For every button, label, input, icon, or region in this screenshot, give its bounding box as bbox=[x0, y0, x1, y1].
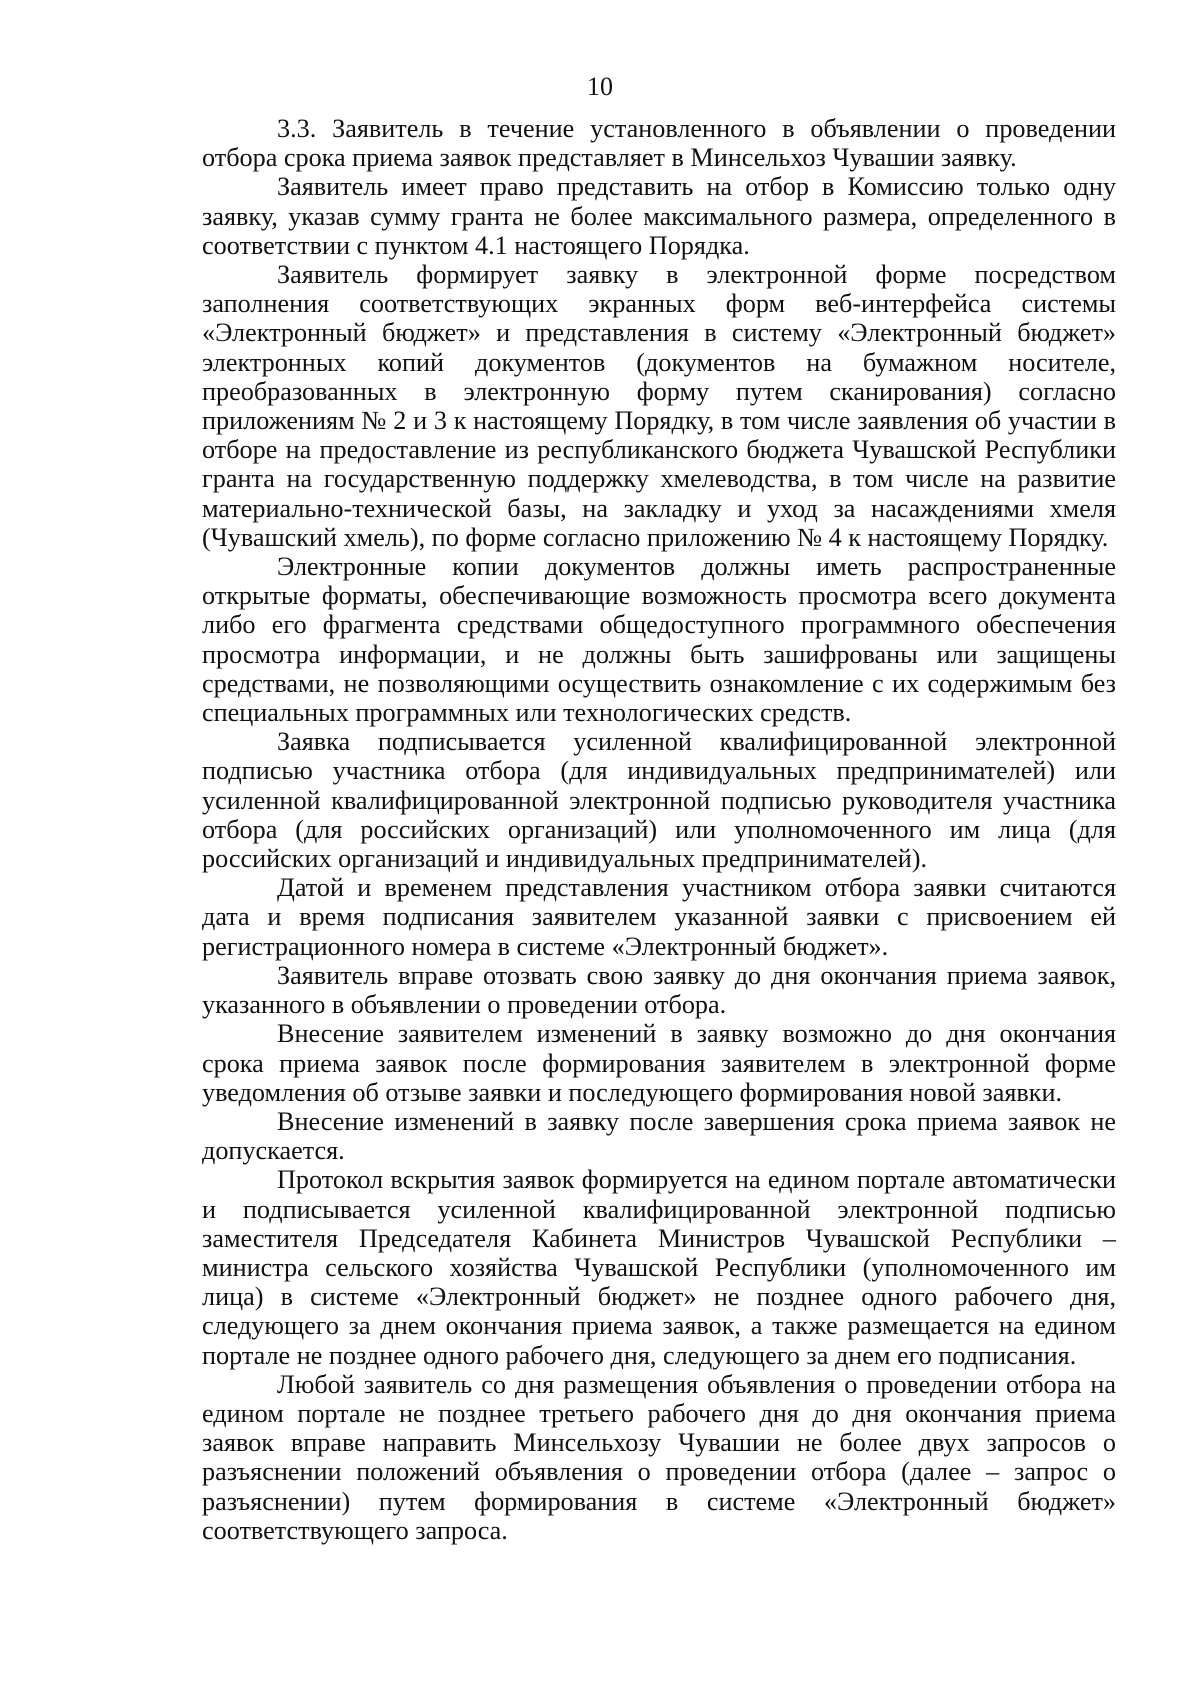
paragraph-opening-protocol: Протокол вскрытия заявок формируется на едином портале автоматически и подписывается усиленной квалифицированной электронной подписью заместителя Председателя Кабинета Министров Чувашской Республики – министра сельского хозяйства Чувашской Республики (уполномоченного им лица) в системе «Электронный бюджет» не позднее одного рабочего дня, следующего за днем окончания приема заявок, а также размещается на едином портале не позднее одного рабочего дня, следующего за днем его подписания. bbox=[202, 1165, 1116, 1370]
document-body bbox=[202, 114, 1116, 1545]
paragraph-amendments-allowed: Внесение заявителем изменений в заявку возможно до дня окончания срока приема заявок после формирования заявителем в электронной форме уведомления об отзыве заявки и последующего формирования новой заявки. bbox=[202, 1019, 1116, 1107]
page-number: 10 bbox=[587, 72, 613, 101]
paragraph-clarification-requests: Любой заявитель со дня размещения объявления о проведении отбора на едином портале не позднее третьего рабочего дня до дня окончания приема заявок вправе направить Минсельхозу Чувашии не более двух запросов о разъяснении положений объявления о проведении отбора (далее – запрос о разъяснении) путем формирования в системе «Электронный бюджет» соответствующего запроса. bbox=[202, 1369, 1116, 1545]
paragraph-qualified-signature: Заявка подписывается усиленной квалифицированной электронной подписью участника отбора (для индивидуальных предпринимателей) или усиленной квалифицированной электронной подписью руководителя участника отбора (для российских организаций) или уполномоченного им лица (для российских организаций и индивидуальных предпринимателей). bbox=[202, 727, 1116, 874]
paragraph-amendments-not-allowed: Внесение изменений в заявку после завершения срока приема заявок не допускается. bbox=[202, 1106, 1116, 1166]
paragraph-3-3-submission-term: 3.3. Заявитель в течение установленного в объявлении о проведении отбора срока приема заявок представляет в Минсельхоз Чувашии заявку. bbox=[202, 114, 1116, 173]
paragraph-single-application: Заявитель имеет право представить на отбор в Комиссию только одну заявку, указав сумму гранта не более максимального размера, определенного в соответствии с пунктом 4.1 настоящего Порядка. bbox=[202, 172, 1116, 260]
paragraph-electronic-form: Заявитель формирует заявку в электронной форме посредством заполнения соответствующих экранных форм веб-интерфейса системы «Электронный бюджет» и представления в систему «Электронный бюджет» электронных копий документов (документов на бумажном носителе, преобразованных в электронную форму путем сканирования) согласно приложениям № 2 и 3 к настоящему Порядку, в том числе заявления об участии в отборе на предоставление из республиканского бюджета Чувашской Республики гранта на государственную поддержку хмелеводства, в том числе на развитие материально-технической базы, на закладку и уход за насаждениями хмеля (Чувашский хмель), по форме согласно приложению № 4 к настоящему Порядку. bbox=[202, 260, 1116, 552]
paragraph-withdrawal: Заявитель вправе отозвать свою заявку до дня окончания приема заявок, указанного в объявлении о проведении отбора. bbox=[202, 960, 1116, 1020]
paragraph-submission-date-time: Датой и временем представления участником отбора заявки считаются дата и время подписания заявителем указанной заявки с присвоением ей регистрационного номера в системе «Электронный бюджет». bbox=[202, 873, 1116, 961]
paragraph-electronic-copies-formats: Электронные копии документов должны иметь распространенные открытые форматы, обеспечивающие возможность просмотра всего документа либо его фрагмента средствами общедоступного программного обеспечения просмотра информации, и не должны быть зашифрованы или защищены средствами, не позволяющими осуществить ознакомление с их содержимым без специальных программных или технологических средств. bbox=[202, 552, 1116, 728]
